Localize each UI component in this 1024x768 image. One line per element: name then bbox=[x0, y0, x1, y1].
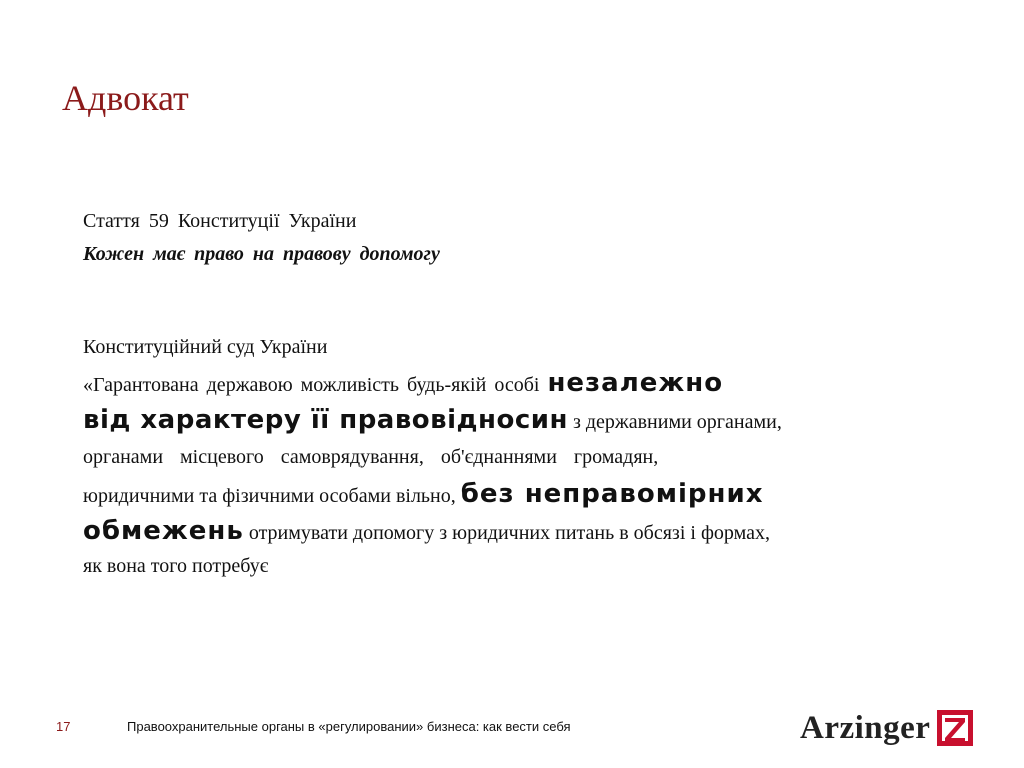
quote-emphasis: від характеру її правовідносин bbox=[83, 405, 568, 435]
footer-caption: Правоохранительные органы в «регулировании» бизнеса: как вести себя bbox=[127, 719, 571, 734]
quote-text: отримувати допомогу з юридичних питань в обсязі і формах, bbox=[243, 522, 770, 544]
company-logo bbox=[800, 706, 980, 750]
quote-line-5 bbox=[83, 512, 923, 550]
quote-text: «Гарантована державою можливість будь-якій особі bbox=[83, 374, 548, 396]
quote-emphasis: без неправомірних bbox=[460, 479, 764, 509]
quote-line-2 bbox=[83, 402, 923, 438]
quote-emphasis: обмежень bbox=[83, 516, 244, 546]
slide-title: Адвокат bbox=[62, 78, 189, 118]
article-statement: Кожен має право на правову допомогу bbox=[83, 243, 440, 265]
court-quote bbox=[83, 364, 923, 582]
page-number: 17 bbox=[56, 719, 71, 734]
quote-line-6: як вона того потребує bbox=[83, 555, 269, 577]
quote-text: з державними органами, bbox=[567, 411, 782, 433]
quote-line-1 bbox=[83, 364, 923, 402]
quote-emphasis: незалежно bbox=[547, 368, 724, 398]
quote-line-4 bbox=[83, 476, 923, 512]
quote-text: юридичними та фізичними особами вільно, bbox=[83, 485, 461, 507]
court-name: Конституційний суд України bbox=[83, 336, 328, 358]
article-reference: Стаття 59 Конституції України bbox=[83, 210, 357, 232]
logo-wordmark: Arzinger bbox=[800, 710, 931, 746]
quote-line-3: органами місцевого самоврядування, об'єднаннями громадян, bbox=[83, 446, 659, 468]
logo-mark-icon bbox=[936, 709, 974, 747]
